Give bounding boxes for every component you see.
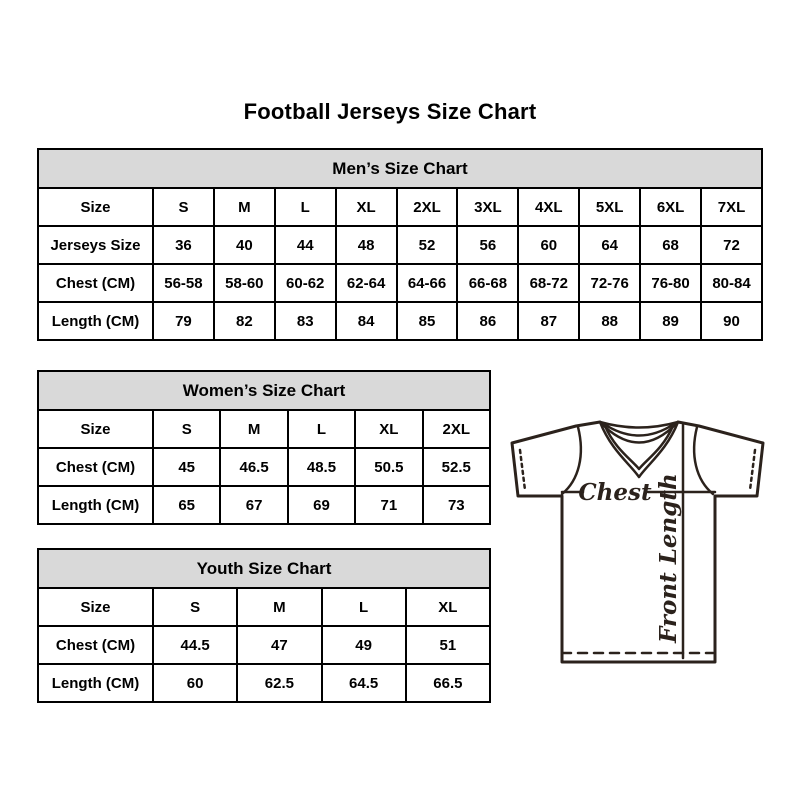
row-label: Size <box>38 188 153 226</box>
value-cell: 49 <box>322 626 406 664</box>
jersey-collar <box>600 422 678 477</box>
value-cell: 52.5 <box>423 448 490 486</box>
row-label: Chest (CM) <box>38 264 153 302</box>
value-cell: XL <box>355 410 422 448</box>
value-cell: M <box>214 188 275 226</box>
row-label: Size <box>38 588 153 626</box>
value-cell: 84 <box>336 302 397 340</box>
table-title: Women’s Size Chart <box>38 371 490 410</box>
value-cell: 3XL <box>457 188 518 226</box>
value-cell: 60 <box>153 664 237 702</box>
table-header-row <box>38 149 762 188</box>
womens-size-table <box>37 370 491 525</box>
value-cell: 4XL <box>518 188 579 226</box>
value-cell: 65 <box>153 486 220 524</box>
value-cell: 83 <box>275 302 336 340</box>
value-cell: 46.5 <box>220 448 287 486</box>
row-label: Chest (CM) <box>38 626 153 664</box>
value-cell: 66.5 <box>406 664 490 702</box>
value-cell: 64-66 <box>397 264 458 302</box>
jersey-outline-icon <box>512 422 763 662</box>
table-row <box>38 626 490 664</box>
value-cell: 60 <box>518 226 579 264</box>
row-label: Chest (CM) <box>38 448 153 486</box>
value-cell: XL <box>336 188 397 226</box>
jersey-right-cuff-dash <box>750 450 755 490</box>
value-cell: 7XL <box>701 188 762 226</box>
value-cell: 2XL <box>423 410 490 448</box>
youth-size-table <box>37 548 491 703</box>
value-cell: S <box>153 188 214 226</box>
table-row <box>38 664 490 702</box>
table-row <box>38 448 490 486</box>
jersey-measurement-diagram <box>505 400 770 695</box>
value-cell: 51 <box>406 626 490 664</box>
front-length-label: Front Length <box>655 473 682 643</box>
value-cell: 90 <box>701 302 762 340</box>
value-cell: 68-72 <box>518 264 579 302</box>
value-cell: 88 <box>579 302 640 340</box>
value-cell: 68 <box>640 226 701 264</box>
mens-size-table-grid <box>37 148 763 341</box>
table-row <box>38 188 762 226</box>
value-cell: 86 <box>457 302 518 340</box>
value-cell: 44.5 <box>153 626 237 664</box>
value-cell: 60-62 <box>275 264 336 302</box>
row-label: Length (CM) <box>38 486 153 524</box>
value-cell: 36 <box>153 226 214 264</box>
value-cell: 62.5 <box>237 664 321 702</box>
value-cell: S <box>153 410 220 448</box>
value-cell: L <box>322 588 406 626</box>
value-cell: 71 <box>355 486 422 524</box>
value-cell: 56-58 <box>153 264 214 302</box>
table-row <box>38 264 762 302</box>
row-label: Length (CM) <box>38 302 153 340</box>
value-cell: 72 <box>701 226 762 264</box>
table-title: Youth Size Chart <box>38 549 490 588</box>
table-row <box>38 410 490 448</box>
womens-size-table-grid <box>37 370 491 525</box>
value-cell: 5XL <box>579 188 640 226</box>
mens-size-table <box>37 148 763 341</box>
value-cell: 66-68 <box>457 264 518 302</box>
value-cell: 52 <box>397 226 458 264</box>
value-cell: 82 <box>214 302 275 340</box>
value-cell: L <box>275 188 336 226</box>
table-row <box>38 226 762 264</box>
value-cell: 72-76 <box>579 264 640 302</box>
value-cell: 62-64 <box>336 264 397 302</box>
value-cell: 45 <box>153 448 220 486</box>
value-cell: 56 <box>457 226 518 264</box>
row-label: Jerseys Size <box>38 226 153 264</box>
table-header-row <box>38 549 490 588</box>
value-cell: 47 <box>237 626 321 664</box>
value-cell: 58-60 <box>214 264 275 302</box>
value-cell: 64 <box>579 226 640 264</box>
value-cell: 48 <box>336 226 397 264</box>
value-cell: M <box>220 410 287 448</box>
value-cell: M <box>237 588 321 626</box>
table-title: Men’s Size Chart <box>38 149 762 188</box>
table-header-row <box>38 371 490 410</box>
youth-size-table-grid <box>37 548 491 703</box>
value-cell: 2XL <box>397 188 458 226</box>
row-label: Size <box>38 410 153 448</box>
value-cell: 67 <box>220 486 287 524</box>
table-row <box>38 486 490 524</box>
value-cell: 69 <box>288 486 355 524</box>
value-cell: 73 <box>423 486 490 524</box>
value-cell: 79 <box>153 302 214 340</box>
jersey-right-sleeve-seam <box>694 427 713 494</box>
value-cell: XL <box>406 588 490 626</box>
table-row <box>38 302 762 340</box>
page-title: Football Jerseys Size Chart <box>243 99 537 124</box>
value-cell: 40 <box>214 226 275 264</box>
value-cell: 80-84 <box>701 264 762 302</box>
value-cell: 85 <box>397 302 458 340</box>
table-row <box>38 588 490 626</box>
value-cell: 89 <box>640 302 701 340</box>
value-cell: 76-80 <box>640 264 701 302</box>
value-cell: 44 <box>275 226 336 264</box>
chest-label: Chest <box>578 479 652 506</box>
value-cell: 87 <box>518 302 579 340</box>
value-cell: 64.5 <box>322 664 406 702</box>
value-cell: 48.5 <box>288 448 355 486</box>
value-cell: L <box>288 410 355 448</box>
value-cell: 50.5 <box>355 448 422 486</box>
value-cell: 6XL <box>640 188 701 226</box>
jersey-left-cuff-dash <box>520 450 525 490</box>
row-label: Length (CM) <box>38 664 153 702</box>
value-cell: S <box>153 588 237 626</box>
